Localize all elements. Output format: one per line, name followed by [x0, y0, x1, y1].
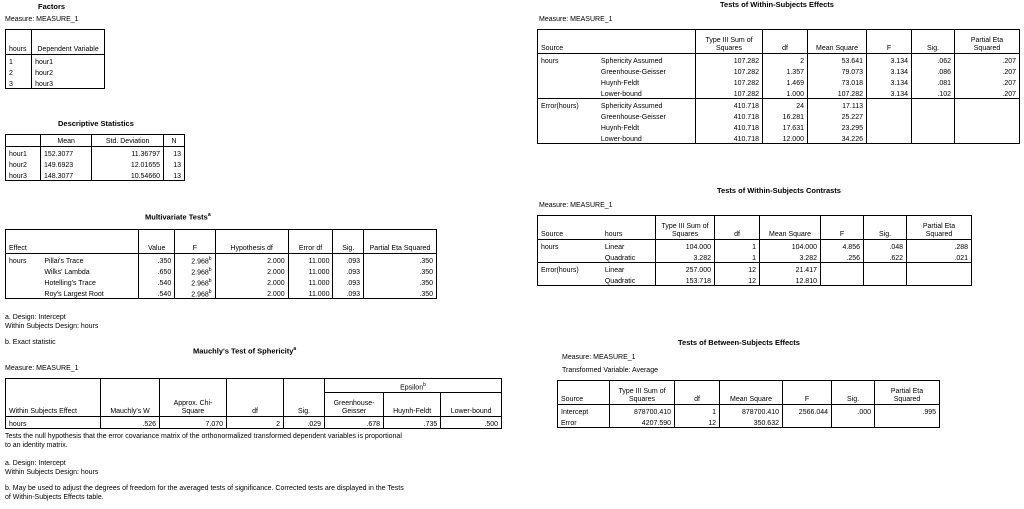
row-label: hour3 [6, 169, 41, 181]
cell [955, 121, 1020, 132]
row-label: Error [558, 416, 610, 428]
source-label: hours [541, 58, 559, 65]
we-col-eta: Partial Eta Squared [955, 30, 1020, 54]
cell: 11.000 [288, 287, 333, 299]
cell: 25.227 [808, 110, 867, 121]
cell: 153.718 [656, 274, 715, 286]
cell: .093 [333, 265, 364, 276]
cell: 16.281 [763, 110, 808, 121]
multivariate-title [145, 212, 211, 222]
desc-col-n: N [164, 135, 185, 147]
footnote-mark: b [208, 288, 212, 295]
row-label: Greenhouse-Geisser [598, 65, 696, 76]
source-label [538, 132, 598, 144]
cell: .207 [1002, 58, 1016, 65]
table-row [538, 263, 972, 275]
cell: .350 [419, 258, 433, 265]
factors-col-dv: Dependent Variable [32, 30, 105, 55]
cell: 104.000 [656, 240, 715, 252]
corner-cell [227, 379, 284, 393]
cell [867, 110, 912, 121]
source-label [538, 76, 598, 87]
cell: 3.134 [867, 76, 912, 87]
footnote-mark: a [207, 212, 211, 218]
we-col-f: F [867, 30, 912, 54]
wc-col-ss: Type III Sum of Squares [656, 216, 715, 240]
row-label: Lower-bound [598, 132, 696, 144]
cell: .062 [912, 54, 955, 66]
cell: 152.3077 [41, 147, 92, 159]
cell-value: 2.968 [191, 258, 209, 265]
mauchly-note-a: a. Design: Intercept Within Subjects Design: hours [5, 460, 99, 476]
table-row [538, 87, 1020, 99]
source-label [538, 251, 602, 263]
cell: .207 [1002, 80, 1016, 87]
corner-cell [160, 379, 227, 393]
cell: 10.54660 [92, 169, 164, 181]
row-label: Linear [602, 263, 656, 275]
cell: 17.113 [808, 99, 867, 111]
cell [907, 274, 972, 286]
cell: 878700.410 [720, 405, 783, 417]
cell: 1.000 [763, 87, 808, 99]
cell [175, 254, 215, 266]
cell: hour2 [35, 70, 54, 77]
cell: .995 [922, 409, 936, 416]
mauchly-title [193, 346, 296, 356]
corner-cell [6, 135, 41, 147]
factors-measure: Measure: MEASURE_1 [5, 16, 79, 23]
table-row [538, 65, 1020, 76]
cell [832, 416, 875, 428]
cell: .093 [333, 276, 364, 287]
cell: 3.134 [867, 87, 912, 99]
mauchly-col-w: Mauchly's W [101, 393, 160, 417]
table-row [6, 77, 105, 89]
factors-col-hours: hours [6, 30, 32, 55]
table-row [538, 76, 1020, 87]
between-measure: Measure: MEASURE_1 [562, 354, 636, 361]
source-label [538, 65, 598, 76]
cell: .207 [1002, 69, 1016, 76]
row-label: Huynh-Feldt [598, 76, 696, 87]
within-contrasts-title: Tests of Within-Subjects Contrasts [717, 186, 841, 195]
cell [912, 132, 955, 144]
footnote-mark: b [208, 255, 212, 262]
cell [821, 263, 864, 275]
row-label: Wilks' Lambda [41, 265, 138, 276]
cell: 350.632 [720, 416, 783, 428]
cell: .350 [419, 280, 433, 287]
cell: .540 [139, 287, 175, 299]
cell: .350 [419, 269, 433, 276]
mauchly-col-effect: Within Subjects Effect [6, 393, 101, 417]
cell: .678 [325, 417, 384, 429]
cell: .029 [284, 417, 325, 429]
cell: .048 [864, 240, 907, 252]
cell: 1 [715, 240, 760, 252]
mv-col-error-df: Error df [288, 230, 333, 254]
cell: .622 [864, 251, 907, 263]
mauchly-table [5, 378, 502, 429]
bs-col-ss: Type III Sum of Squares [610, 381, 675, 405]
multivariate-title-text: Multivariate Tests [145, 212, 208, 222]
cell: 1.357 [763, 65, 808, 76]
cell: 12 [715, 274, 760, 286]
cell: 79.073 [808, 65, 867, 76]
cell: hour1 [35, 59, 54, 66]
cell: 2 [763, 54, 808, 66]
bs-col-df: df [675, 381, 720, 405]
cell-value: 2.968 [191, 280, 209, 287]
footnote-mark: b [423, 381, 426, 388]
table-row [6, 147, 185, 159]
cell [175, 276, 215, 287]
between-transformed: Transformed Variable: Average [562, 367, 658, 374]
cell [864, 274, 907, 286]
effect-label: hours [9, 258, 27, 265]
table-row [538, 99, 1020, 111]
we-col-df: df [763, 30, 808, 54]
cell: 11.000 [288, 265, 333, 276]
cell [875, 416, 940, 428]
table-row [6, 254, 437, 266]
cell [6, 287, 42, 299]
cell-value: 2.968 [191, 291, 209, 298]
cell: .526 [101, 417, 160, 429]
row-label: hours [6, 417, 101, 429]
cell: 34.226 [808, 132, 867, 144]
cell: 2566.044 [783, 405, 832, 417]
cell [175, 265, 215, 276]
corner-cell [284, 379, 325, 393]
bs-col-f: F [783, 381, 832, 405]
cell: .735 [384, 417, 441, 429]
corner-cell [101, 379, 160, 393]
cell: 21.417 [760, 263, 821, 275]
source-label [538, 87, 598, 99]
cell [821, 274, 864, 286]
cell [867, 132, 912, 144]
cell: 148.3077 [41, 169, 92, 181]
mauchly-col-sig: Sig. [284, 393, 325, 417]
cell: 13 [173, 162, 181, 169]
cell [6, 276, 42, 287]
cell: .000 [832, 405, 875, 417]
footnote-mark: a [293, 346, 297, 352]
within-effects-table [537, 29, 1020, 144]
mv-col-sig: Sig. [333, 230, 364, 254]
cell [907, 263, 972, 275]
within-effects-measure: Measure: MEASURE_1 [539, 16, 613, 23]
mv-col-value: Value [139, 230, 175, 254]
bs-col-ms: Mean Square [720, 381, 783, 405]
cell: 12.01655 [92, 158, 164, 169]
source-label [538, 121, 598, 132]
cell [867, 121, 912, 132]
table-row [538, 132, 1020, 144]
table-row [6, 276, 437, 287]
cell: 107.282 [696, 54, 763, 66]
table-row [538, 251, 972, 263]
cell [912, 110, 955, 121]
cell: 107.282 [808, 87, 867, 99]
cell: 107.282 [696, 76, 763, 87]
cell [175, 287, 215, 299]
descriptive-table [5, 134, 185, 181]
cell: .086 [912, 65, 955, 76]
source-label: Error(hours) [538, 263, 602, 275]
row-label: Intercept [558, 405, 610, 417]
table-row [6, 265, 437, 276]
row-label: hour1 [6, 147, 41, 159]
cell: 17.631 [763, 121, 808, 132]
cell: 107.282 [696, 65, 763, 76]
wc-col-sig: Sig. [864, 216, 907, 240]
mv-col-f: F [175, 230, 215, 254]
cell: 7.070 [160, 417, 227, 429]
bs-col-eta: Partial Eta Squared [875, 381, 940, 405]
table-row [6, 55, 105, 67]
factors-table [5, 29, 105, 89]
cell: .540 [139, 276, 175, 287]
cell: 53.641 [808, 54, 867, 66]
we-col-ms: Mean Square [808, 30, 867, 54]
within-contrasts-measure: Measure: MEASURE_1 [539, 202, 613, 209]
source-label [538, 110, 598, 121]
mauchly-note-b: b. May be used to adjust the degrees of freedom for the averaged tests of significance. Corrected tests are displayed in the Tests of Within-Subjects Effects table. [5, 485, 404, 501]
cell [867, 99, 912, 111]
cell: .102 [912, 87, 955, 99]
cell: 2.000 [215, 287, 288, 299]
cell: 1 [715, 251, 760, 263]
table-row [538, 54, 1020, 66]
table-row [538, 110, 1020, 121]
table-row [6, 66, 105, 77]
row-label: Roy's Largest Root [41, 287, 138, 299]
multivariate-note-a: a. Design: Intercept Within Subjects Design: hours [5, 314, 99, 330]
cell: 3.282 [760, 251, 821, 263]
cell: 410.718 [696, 132, 763, 144]
mauchly-col-df: df [227, 393, 284, 417]
row-label: Quadratic [602, 274, 656, 286]
table-row [6, 417, 502, 429]
row-label: Huynh-Feldt [598, 121, 696, 132]
cell: .256 [821, 251, 864, 263]
cell: 1 [675, 405, 720, 417]
within-effects-title: Tests of Within-Subjects Effects [720, 0, 834, 9]
factors-title: Factors [38, 2, 66, 11]
cell: .093 [333, 254, 364, 266]
table-row [6, 169, 185, 181]
desc-col-mean: Mean [41, 135, 92, 147]
row-label: Hotelling's Trace [41, 276, 138, 287]
cell: 13 [173, 173, 181, 180]
mauchly-col-gg: Greenhouse-Geisser [325, 393, 384, 417]
cell: hour3 [35, 81, 54, 88]
we-col-blank [598, 30, 696, 54]
cell: 2.000 [215, 276, 288, 287]
cell: 2 [6, 66, 32, 77]
mauchly-col-chi: Approx. Chi-Square [160, 393, 227, 417]
mauchly-measure: Measure: MEASURE_1 [5, 365, 79, 372]
row-label: Greenhouse-Geisser [598, 110, 696, 121]
cell: 2.000 [215, 254, 288, 266]
cell [955, 99, 1020, 111]
cell [912, 99, 955, 111]
cell-value: 2.968 [191, 269, 209, 276]
descriptive-title: Descriptive Statistics [58, 119, 134, 128]
cell: 3.282 [656, 251, 715, 263]
row-label: Sphericity Assumed [598, 99, 696, 111]
footnote-mark: b [208, 266, 212, 273]
cell: 410.718 [696, 110, 763, 121]
cell: .350 [139, 254, 175, 266]
bs-col-sig: Sig. [832, 381, 875, 405]
cell: 3 [6, 77, 32, 89]
cell: .021 [954, 255, 968, 262]
epsilon-header [325, 379, 502, 393]
cell: 1 [6, 55, 32, 67]
wc-col-hours: hours [602, 216, 656, 240]
within-contrasts-table [537, 215, 972, 286]
cell: 3.134 [867, 65, 912, 76]
cell [955, 110, 1020, 121]
cell: 13 [173, 151, 181, 158]
cell: .288 [954, 244, 968, 251]
footnote-mark: b [208, 277, 212, 284]
epsilon-text: Epsilon [400, 384, 424, 391]
table-row [558, 405, 940, 417]
cell: 410.718 [696, 121, 763, 132]
cell: .350 [419, 291, 433, 298]
source-label: hours [541, 244, 559, 251]
cell: 12 [675, 416, 720, 428]
cell: 2 [227, 417, 284, 429]
cell: 410.718 [696, 99, 763, 111]
mauchly-title-text: Mauchly's Test of Sphericity [193, 346, 294, 356]
row-label: Quadratic [602, 251, 656, 263]
table-row [538, 240, 972, 252]
cell [6, 265, 42, 276]
between-table [557, 380, 940, 428]
cell: 12 [715, 263, 760, 275]
cell: 11.000 [288, 254, 333, 266]
cell: 73.018 [808, 76, 867, 87]
cell [955, 132, 1020, 144]
cell: 104.000 [760, 240, 821, 252]
table-row [6, 158, 185, 169]
we-col-source: Source [538, 30, 598, 54]
cell: .081 [912, 76, 955, 87]
cell: 257.000 [656, 263, 715, 275]
cell: 2.000 [215, 265, 288, 276]
cell: 24 [763, 99, 808, 111]
cell: 149.6923 [41, 158, 92, 169]
cell: 3.134 [867, 54, 912, 66]
we-col-sig: Sig. [912, 30, 955, 54]
cell: 11.000 [288, 276, 333, 287]
multivariate-table [5, 229, 437, 299]
row-label: hour2 [6, 158, 41, 169]
table-row [6, 287, 437, 299]
wc-col-f: F [821, 216, 864, 240]
row-label: Sphericity Assumed [598, 54, 696, 66]
cell [912, 121, 955, 132]
cell: 11.36797 [92, 147, 164, 159]
mv-col-effect: Effect [6, 230, 42, 254]
table-row [538, 274, 972, 286]
source-label: Error(hours) [538, 99, 598, 111]
cell: 12.810 [760, 274, 821, 286]
mauchly-col-lb: Lower-bound [441, 393, 502, 417]
mv-col-hyp-df: Hypothesis df [215, 230, 288, 254]
corner-cell [6, 379, 101, 393]
cell: .500 [484, 421, 498, 428]
row-label: Pillai's Trace [41, 254, 138, 266]
mv-col-blank [41, 230, 138, 254]
bs-col-source: Source [558, 381, 610, 405]
cell: .093 [333, 287, 364, 299]
cell [864, 263, 907, 275]
mauchly-col-hf: Huynh-Feldt [384, 393, 441, 417]
cell [783, 416, 832, 428]
source-label [538, 274, 602, 286]
cell: 1.469 [763, 76, 808, 87]
row-label: Linear [602, 240, 656, 252]
cell: 12.000 [763, 132, 808, 144]
wc-col-ms: Mean Square [760, 216, 821, 240]
cell: 4207.590 [610, 416, 675, 428]
desc-col-sd: Std. Deviation [92, 135, 164, 147]
cell: 878700.410 [610, 405, 675, 417]
wc-col-source: Source [538, 216, 602, 240]
between-title: Tests of Between-Subjects Effects [678, 338, 800, 347]
wc-col-df: df [715, 216, 760, 240]
table-row [558, 416, 940, 428]
cell: 23.295 [808, 121, 867, 132]
table-row [538, 121, 1020, 132]
mv-col-eta: Partial Eta Squared [364, 230, 437, 254]
row-label: Lower-bound [598, 87, 696, 99]
multivariate-note-b: b. Exact statistic [5, 339, 56, 346]
we-col-ss: Type III Sum of Squares [696, 30, 763, 54]
mauchly-note-main: Tests the null hypothesis that the error covariance matrix of the orthonormalized transformed dependent variables is proportional to an identity matrix. [5, 433, 402, 449]
wc-col-eta: Partial Eta Squared [907, 216, 972, 240]
cell: .650 [139, 265, 175, 276]
cell: .207 [1002, 91, 1016, 98]
cell: 107.282 [696, 87, 763, 99]
cell: 4.856 [821, 240, 864, 252]
